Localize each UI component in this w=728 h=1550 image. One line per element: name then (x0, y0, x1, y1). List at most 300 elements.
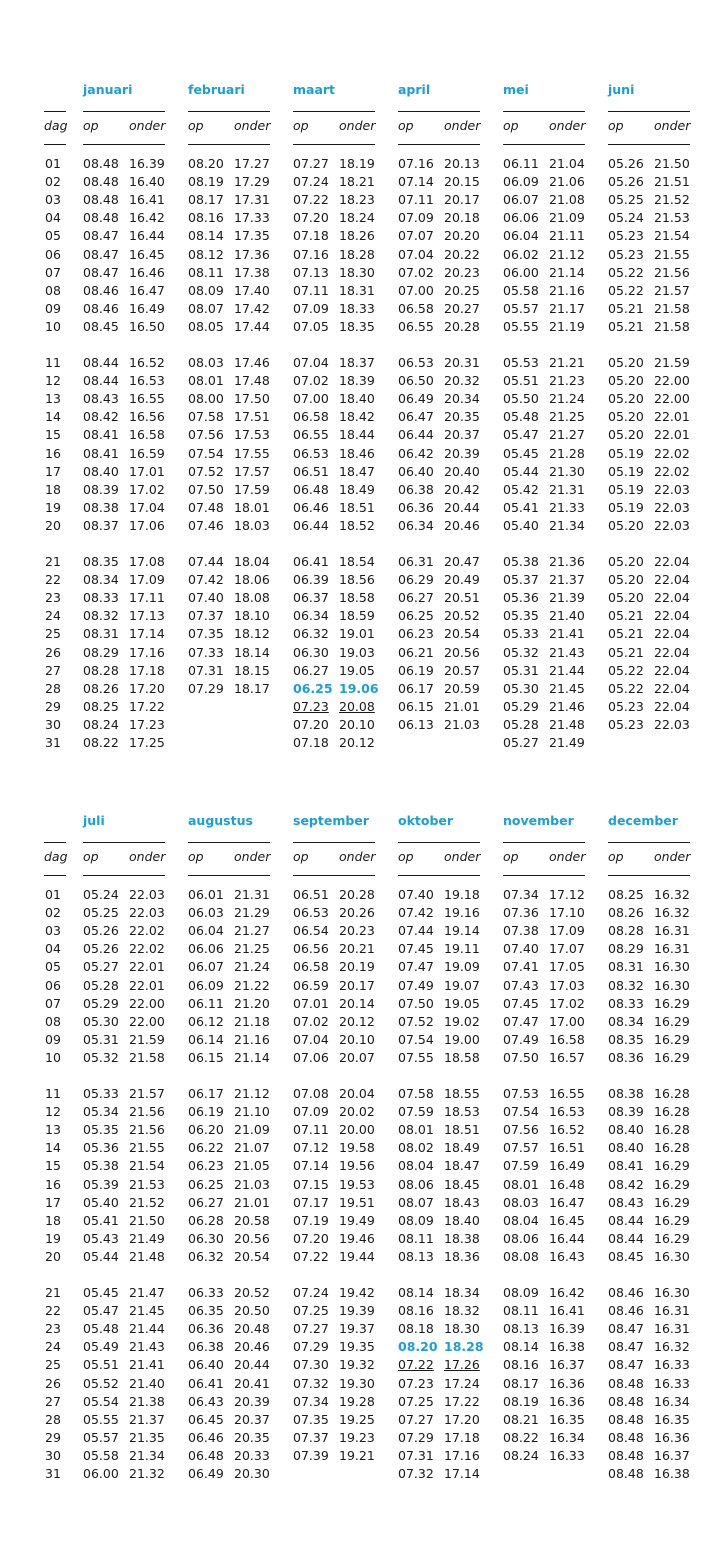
sunrise-time: 06.06 (188, 941, 224, 957)
sunset-time: 22.02 (129, 923, 165, 939)
day-number: 21 (45, 1285, 61, 1300)
sunset-time: 20.17 (339, 977, 375, 993)
sunset-time: 21.35 (129, 1429, 165, 1445)
sunrise-time: 05.34 (83, 1104, 119, 1120)
sunrise-time: 08.39 (83, 481, 119, 497)
sunrise-time: 07.32 (398, 1466, 434, 1481)
rule-top (188, 842, 270, 843)
sunset-time: 16.57 (549, 1049, 585, 1065)
day-number: 26 (45, 1375, 61, 1391)
sunset-time: 16.52 (129, 355, 165, 370)
sunrise-time: 06.19 (398, 662, 434, 678)
sunrise-time: 08.16 (398, 1303, 434, 1319)
sunrise-time: 05.45 (83, 1285, 119, 1300)
sunrise-time: 05.27 (503, 735, 539, 750)
sunset-time: 20.10 (339, 716, 375, 732)
sunrise-time: 05.22 (608, 264, 644, 280)
sunset-time: 16.53 (129, 373, 165, 389)
day-number: 08 (45, 1013, 61, 1029)
rise-header: op (188, 118, 204, 133)
sunrise-time: 05.41 (503, 499, 539, 515)
sunrise-time: 08.37 (83, 517, 119, 533)
sunset-time: 16.51 (549, 1140, 585, 1156)
sunset-time: 17.57 (234, 463, 270, 479)
sunrise-time: 07.24 (293, 1285, 329, 1300)
sunset-time: 20.41 (234, 1375, 270, 1391)
sunrise-time: 05.44 (83, 1248, 119, 1264)
sunrise-time: 06.17 (188, 1086, 224, 1101)
sunrise-time: 05.55 (83, 1411, 119, 1427)
sunset-time: 21.01 (444, 698, 480, 714)
sunrise-time: 05.30 (503, 680, 539, 696)
sunrise-time: 08.36 (608, 1049, 644, 1065)
sunset-time: 18.28 (444, 1339, 484, 1355)
sunrise-time: 05.19 (608, 481, 644, 497)
sunrise-time: 07.08 (293, 1086, 329, 1101)
sunset-time: 17.02 (129, 481, 165, 497)
sunset-time: 17.14 (444, 1466, 480, 1481)
sunrise-time: 07.37 (293, 1429, 329, 1445)
sunrise-time: 08.06 (398, 1176, 434, 1192)
sunrise-time: 08.46 (608, 1285, 644, 1300)
sunrise-time: 08.20 (398, 1339, 438, 1355)
sunset-time: 19.42 (339, 1285, 375, 1300)
rule-bottom (503, 144, 585, 145)
sunset-time: 17.50 (234, 391, 270, 407)
sunrise-time: 08.17 (188, 192, 224, 208)
sunrise-time: 08.47 (83, 228, 119, 244)
sunrise-time: 08.35 (608, 1031, 644, 1047)
rise-header: op (83, 849, 99, 864)
sunset-time: 17.18 (444, 1429, 480, 1445)
sunrise-time: 06.53 (398, 355, 434, 370)
sunset-time: 20.47 (444, 554, 480, 569)
sunrise-time: 08.11 (503, 1303, 539, 1319)
sunrise-time: 07.02 (293, 373, 329, 389)
sunset-time: 21.57 (654, 282, 690, 298)
sunrise-time: 06.15 (188, 1049, 224, 1065)
sunrise-time: 06.39 (293, 572, 329, 588)
sunrise-time: 07.31 (188, 662, 224, 678)
sunset-time: 18.51 (444, 1122, 480, 1138)
sunset-time: 21.31 (549, 481, 585, 497)
sunset-time: 17.03 (549, 977, 585, 993)
sunrise-time: 08.44 (83, 373, 119, 389)
sunrise-time: 06.33 (188, 1285, 224, 1300)
sunrise-time: 08.19 (503, 1393, 539, 1409)
sunset-time: 16.31 (654, 1321, 690, 1337)
sunset-time: 21.28 (549, 445, 585, 461)
sunset-time: 18.53 (444, 1104, 480, 1120)
sunset-time: 22.00 (129, 995, 165, 1011)
sunrise-time: 07.58 (398, 1086, 434, 1101)
sunset-time: 20.37 (444, 427, 480, 443)
sunset-time: 21.54 (654, 228, 690, 244)
sunset-time: 20.13 (444, 156, 480, 171)
sunrise-time: 07.57 (503, 1140, 539, 1156)
sunset-time: 21.39 (549, 590, 585, 606)
sunset-time: 22.03 (654, 481, 690, 497)
sunset-time: 16.38 (654, 1466, 690, 1481)
sunset-time: 18.40 (444, 1212, 480, 1228)
sunrise-time: 07.35 (188, 626, 224, 642)
sunrise-time: 07.52 (398, 1013, 434, 1029)
month-name: november (503, 813, 574, 828)
sunrise-time: 08.12 (188, 246, 224, 262)
rule-top (83, 111, 165, 112)
sunset-time: 22.01 (129, 959, 165, 975)
sunrise-time: 08.40 (608, 1122, 644, 1138)
sunset-time: 17.01 (129, 463, 165, 479)
sunset-time: 16.33 (654, 1375, 690, 1391)
sunset-time: 21.19 (549, 318, 585, 334)
sunrise-time: 08.45 (83, 318, 119, 334)
sunset-time: 17.09 (549, 923, 585, 939)
rule-bottom (188, 144, 270, 145)
day-number: 06 (45, 246, 61, 262)
day-number: 15 (45, 1158, 61, 1174)
sunrise-time: 08.24 (503, 1447, 539, 1463)
sunrise-time: 07.54 (503, 1104, 539, 1120)
day-header: dag (44, 118, 68, 133)
day-number: 19 (45, 1230, 61, 1246)
sunset-time: 22.03 (129, 905, 165, 921)
sunset-time: 20.08 (339, 698, 375, 714)
rise-header: op (608, 849, 624, 864)
sunset-time: 21.05 (234, 1158, 270, 1174)
sunset-time: 18.46 (339, 445, 375, 461)
sunrise-time: 07.09 (398, 210, 434, 226)
sunrise-time: 06.04 (188, 923, 224, 939)
sunset-time: 21.44 (549, 662, 585, 678)
sunrise-time: 05.50 (503, 391, 539, 407)
sunset-time: 17.16 (444, 1447, 480, 1463)
sunrise-time: 07.20 (293, 1230, 329, 1246)
sunset-time: 21.27 (234, 923, 270, 939)
sunrise-time: 08.48 (608, 1411, 644, 1427)
sunset-time: 17.16 (129, 644, 165, 660)
sunrise-time: 06.41 (293, 554, 329, 569)
sunrise-time: 07.23 (398, 1375, 434, 1391)
sunset-time: 17.06 (129, 517, 165, 533)
sunset-time: 18.15 (234, 662, 270, 678)
sunset-time: 20.35 (234, 1429, 270, 1445)
sunrise-time: 07.58 (188, 409, 224, 425)
sunrise-time: 05.19 (608, 445, 644, 461)
sunrise-time: 07.42 (188, 572, 224, 588)
rule-top (188, 111, 270, 112)
sunrise-time: 06.09 (188, 977, 224, 993)
sunrise-time: 07.49 (398, 977, 434, 993)
sunrise-time: 08.28 (608, 923, 644, 939)
sunrise-time: 07.44 (188, 554, 224, 569)
sunset-time: 16.53 (549, 1104, 585, 1120)
sunset-time: 20.04 (339, 1086, 375, 1101)
sunset-time: 17.13 (129, 608, 165, 624)
set-header: onder (444, 849, 481, 864)
sunset-time: 16.39 (129, 156, 165, 171)
month-name: juni (608, 82, 635, 97)
sunrise-time: 05.45 (503, 445, 539, 461)
sunrise-time: 07.16 (293, 246, 329, 262)
sunrise-time: 08.25 (608, 887, 644, 902)
sunrise-time: 07.29 (398, 1429, 434, 1445)
sunset-time: 21.40 (129, 1375, 165, 1391)
sunset-time: 21.33 (549, 499, 585, 515)
sunrise-time: 07.34 (503, 887, 539, 902)
sunrise-time: 06.22 (188, 1140, 224, 1156)
sunset-time: 18.35 (339, 318, 375, 334)
sunset-time: 22.02 (654, 445, 690, 461)
sunset-time: 18.08 (234, 590, 270, 606)
day-number: 07 (45, 264, 61, 280)
sunrise-time: 05.22 (608, 282, 644, 298)
sunrise-time: 05.22 (608, 680, 644, 696)
sunrise-time: 07.14 (398, 174, 434, 190)
sunrise-time: 05.31 (83, 1031, 119, 1047)
day-number: 18 (45, 481, 61, 497)
day-number: 25 (45, 626, 61, 642)
rule-top (398, 842, 480, 843)
sunset-time: 16.36 (549, 1393, 585, 1409)
sunrise-time: 08.32 (83, 608, 119, 624)
sunset-time: 16.41 (549, 1303, 585, 1319)
sunrise-time: 06.27 (188, 1194, 224, 1210)
sunset-time: 20.52 (234, 1285, 270, 1300)
sunrise-time: 07.11 (293, 1122, 329, 1138)
sunrise-time: 06.58 (398, 300, 434, 316)
sunrise-time: 08.13 (503, 1321, 539, 1337)
rule-bottom (398, 875, 480, 876)
sunset-time: 21.34 (549, 517, 585, 533)
day-number: 12 (45, 373, 61, 389)
sunrise-time: 06.03 (188, 905, 224, 921)
sunset-time: 20.46 (444, 517, 480, 533)
day-number: 04 (45, 210, 61, 226)
sunset-time: 18.39 (339, 373, 375, 389)
month-name: december (608, 813, 678, 828)
sunrise-time: 07.56 (503, 1122, 539, 1138)
sunrise-time: 05.26 (83, 923, 119, 939)
sunrise-time: 05.40 (503, 517, 539, 533)
sunrise-time: 05.20 (608, 355, 644, 370)
sunset-time: 18.33 (339, 300, 375, 316)
sunset-time: 18.26 (339, 228, 375, 244)
sunrise-time: 06.11 (503, 156, 539, 171)
rule-bottom-day (44, 144, 66, 145)
sunrise-time: 06.15 (398, 698, 434, 714)
sunset-time: 18.30 (339, 264, 375, 280)
sunrise-time: 07.12 (293, 1140, 329, 1156)
sunset-time: 20.56 (234, 1230, 270, 1246)
sunset-time: 20.23 (444, 264, 480, 280)
sunset-time: 20.02 (339, 1104, 375, 1120)
sunset-time: 19.37 (339, 1321, 375, 1337)
rule-top-day (44, 842, 66, 843)
sunrise-time: 06.55 (293, 427, 329, 443)
sunrise-time: 08.20 (188, 156, 224, 171)
sunrise-time: 08.07 (188, 300, 224, 316)
sunrise-time: 08.34 (608, 1013, 644, 1029)
sunset-time: 20.46 (234, 1339, 270, 1355)
sunrise-time: 06.07 (188, 959, 224, 975)
sunrise-time: 07.18 (293, 228, 329, 244)
sunrise-time: 05.41 (83, 1212, 119, 1228)
sunset-time: 17.10 (549, 905, 585, 921)
sunset-time: 20.56 (444, 644, 480, 660)
sunrise-time: 07.41 (503, 959, 539, 975)
sunrise-time: 08.40 (83, 463, 119, 479)
month-name: juli (83, 813, 105, 828)
sunrise-time: 07.40 (188, 590, 224, 606)
sunrise-time: 05.19 (608, 463, 644, 479)
sunrise-time: 08.09 (503, 1285, 539, 1300)
sunset-time: 20.26 (339, 905, 375, 921)
sunrise-time: 08.14 (503, 1339, 539, 1355)
sunrise-time: 07.17 (293, 1194, 329, 1210)
sunset-time: 17.04 (129, 499, 165, 515)
sunrise-time: 07.48 (188, 499, 224, 515)
sunset-time: 16.49 (129, 300, 165, 316)
sunrise-time: 08.17 (503, 1375, 539, 1391)
sunrise-time: 06.50 (398, 373, 434, 389)
sunrise-time: 06.02 (503, 246, 539, 262)
sunset-time: 16.29 (654, 995, 690, 1011)
sunset-time: 21.36 (549, 554, 585, 569)
sunset-time: 20.40 (444, 463, 480, 479)
day-number: 27 (45, 662, 61, 678)
sunset-time: 22.00 (654, 391, 690, 407)
sunrise-time: 07.49 (503, 1031, 539, 1047)
sunrise-time: 07.09 (293, 1104, 329, 1120)
sunrise-time: 05.28 (83, 977, 119, 993)
sunrise-time: 07.30 (293, 1357, 329, 1373)
sunset-time: 18.52 (339, 517, 375, 533)
set-header: onder (654, 849, 691, 864)
sunset-time: 19.39 (339, 1303, 375, 1319)
sunset-time: 20.23 (339, 923, 375, 939)
sunrise-time: 06.25 (293, 680, 333, 696)
sunset-time: 20.54 (234, 1248, 270, 1264)
sunrise-time: 08.45 (608, 1248, 644, 1264)
month-name: januari (83, 82, 133, 97)
sunrise-time: 05.29 (83, 995, 119, 1011)
sunrise-time: 05.38 (83, 1158, 119, 1174)
sunrise-time: 08.46 (608, 1303, 644, 1319)
sunrise-time: 08.48 (608, 1466, 644, 1481)
sunset-time: 18.23 (339, 192, 375, 208)
sunrise-time: 08.43 (608, 1194, 644, 1210)
sunset-time: 18.19 (339, 156, 375, 171)
sunrise-time: 05.47 (83, 1303, 119, 1319)
sunrise-time: 07.34 (293, 1393, 329, 1409)
sunset-time: 19.03 (339, 644, 375, 660)
sunset-time: 20.17 (444, 192, 480, 208)
sunset-time: 20.39 (234, 1393, 270, 1409)
sunrise-time: 08.38 (83, 499, 119, 515)
sunrise-time: 06.30 (293, 644, 329, 660)
sunset-time: 16.48 (549, 1176, 585, 1192)
sunset-time: 18.34 (444, 1285, 480, 1300)
sunrise-time: 07.44 (398, 923, 434, 939)
sunset-time: 22.01 (129, 977, 165, 993)
sunrise-time: 08.03 (503, 1194, 539, 1210)
sunset-time: 18.28 (339, 246, 375, 262)
sunset-time: 16.58 (129, 427, 165, 443)
sunset-time: 22.02 (129, 941, 165, 957)
sunrise-time: 07.50 (398, 995, 434, 1011)
sunrise-time: 07.29 (293, 1339, 329, 1355)
set-header: onder (129, 849, 166, 864)
day-number: 14 (45, 1140, 61, 1156)
sunset-time: 21.14 (234, 1049, 270, 1065)
sunrise-time: 05.20 (608, 409, 644, 425)
sunrise-time: 07.27 (293, 156, 329, 171)
sunset-time: 20.07 (339, 1049, 375, 1065)
sunset-time: 21.55 (129, 1140, 165, 1156)
sunset-time: 16.29 (654, 1031, 690, 1047)
rule-bottom (608, 144, 690, 145)
sunset-time: 16.33 (549, 1447, 585, 1463)
sunrise-time: 08.47 (83, 246, 119, 262)
sunrise-time: 06.00 (503, 264, 539, 280)
sunrise-time: 08.34 (83, 572, 119, 588)
sunset-time: 20.18 (444, 210, 480, 226)
sunrise-time: 05.58 (503, 282, 539, 298)
sunset-time: 16.40 (129, 174, 165, 190)
sunset-time: 21.49 (549, 735, 585, 750)
sunrise-time: 07.07 (398, 228, 434, 244)
sunrise-time: 06.43 (188, 1393, 224, 1409)
half-year-block (0, 811, 728, 1511)
month-name: maart (293, 82, 336, 97)
sunrise-time: 07.31 (398, 1447, 434, 1463)
sunset-time: 20.32 (444, 373, 480, 389)
sunset-time: 21.52 (654, 192, 690, 208)
sunset-time: 17.33 (234, 210, 270, 226)
day-number: 30 (45, 1447, 61, 1463)
sunrise-time: 06.09 (503, 174, 539, 190)
sunrise-time: 08.08 (503, 1248, 539, 1264)
sunrise-time: 08.41 (608, 1158, 644, 1174)
sunset-time: 18.47 (444, 1158, 480, 1174)
sunset-time: 20.25 (444, 282, 480, 298)
sunset-time: 19.23 (339, 1429, 375, 1445)
sunrise-time: 07.14 (293, 1158, 329, 1174)
sunrise-time: 07.01 (293, 995, 329, 1011)
sunset-time: 21.18 (234, 1013, 270, 1029)
sunset-time: 21.09 (234, 1122, 270, 1138)
sunrise-time: 06.47 (398, 409, 434, 425)
sunrise-time: 05.29 (503, 698, 539, 714)
sunrise-time: 06.54 (293, 923, 329, 939)
sunset-time: 21.56 (129, 1122, 165, 1138)
day-number: 24 (45, 1339, 61, 1355)
sunset-time: 21.22 (234, 977, 270, 993)
day-number: 18 (45, 1212, 61, 1228)
sunset-time: 17.08 (129, 554, 165, 569)
sunrise-time: 07.40 (398, 887, 434, 902)
sunrise-time: 07.13 (293, 264, 329, 280)
sunrise-time: 08.48 (83, 156, 119, 171)
sunrise-time: 07.52 (188, 463, 224, 479)
sunrise-time: 05.20 (608, 554, 644, 569)
day-number: 08 (45, 282, 61, 298)
sunset-time: 21.45 (549, 680, 585, 696)
sunrise-time: 07.46 (188, 517, 224, 533)
sunrise-time: 06.42 (398, 445, 434, 461)
sunrise-time: 08.40 (608, 1140, 644, 1156)
